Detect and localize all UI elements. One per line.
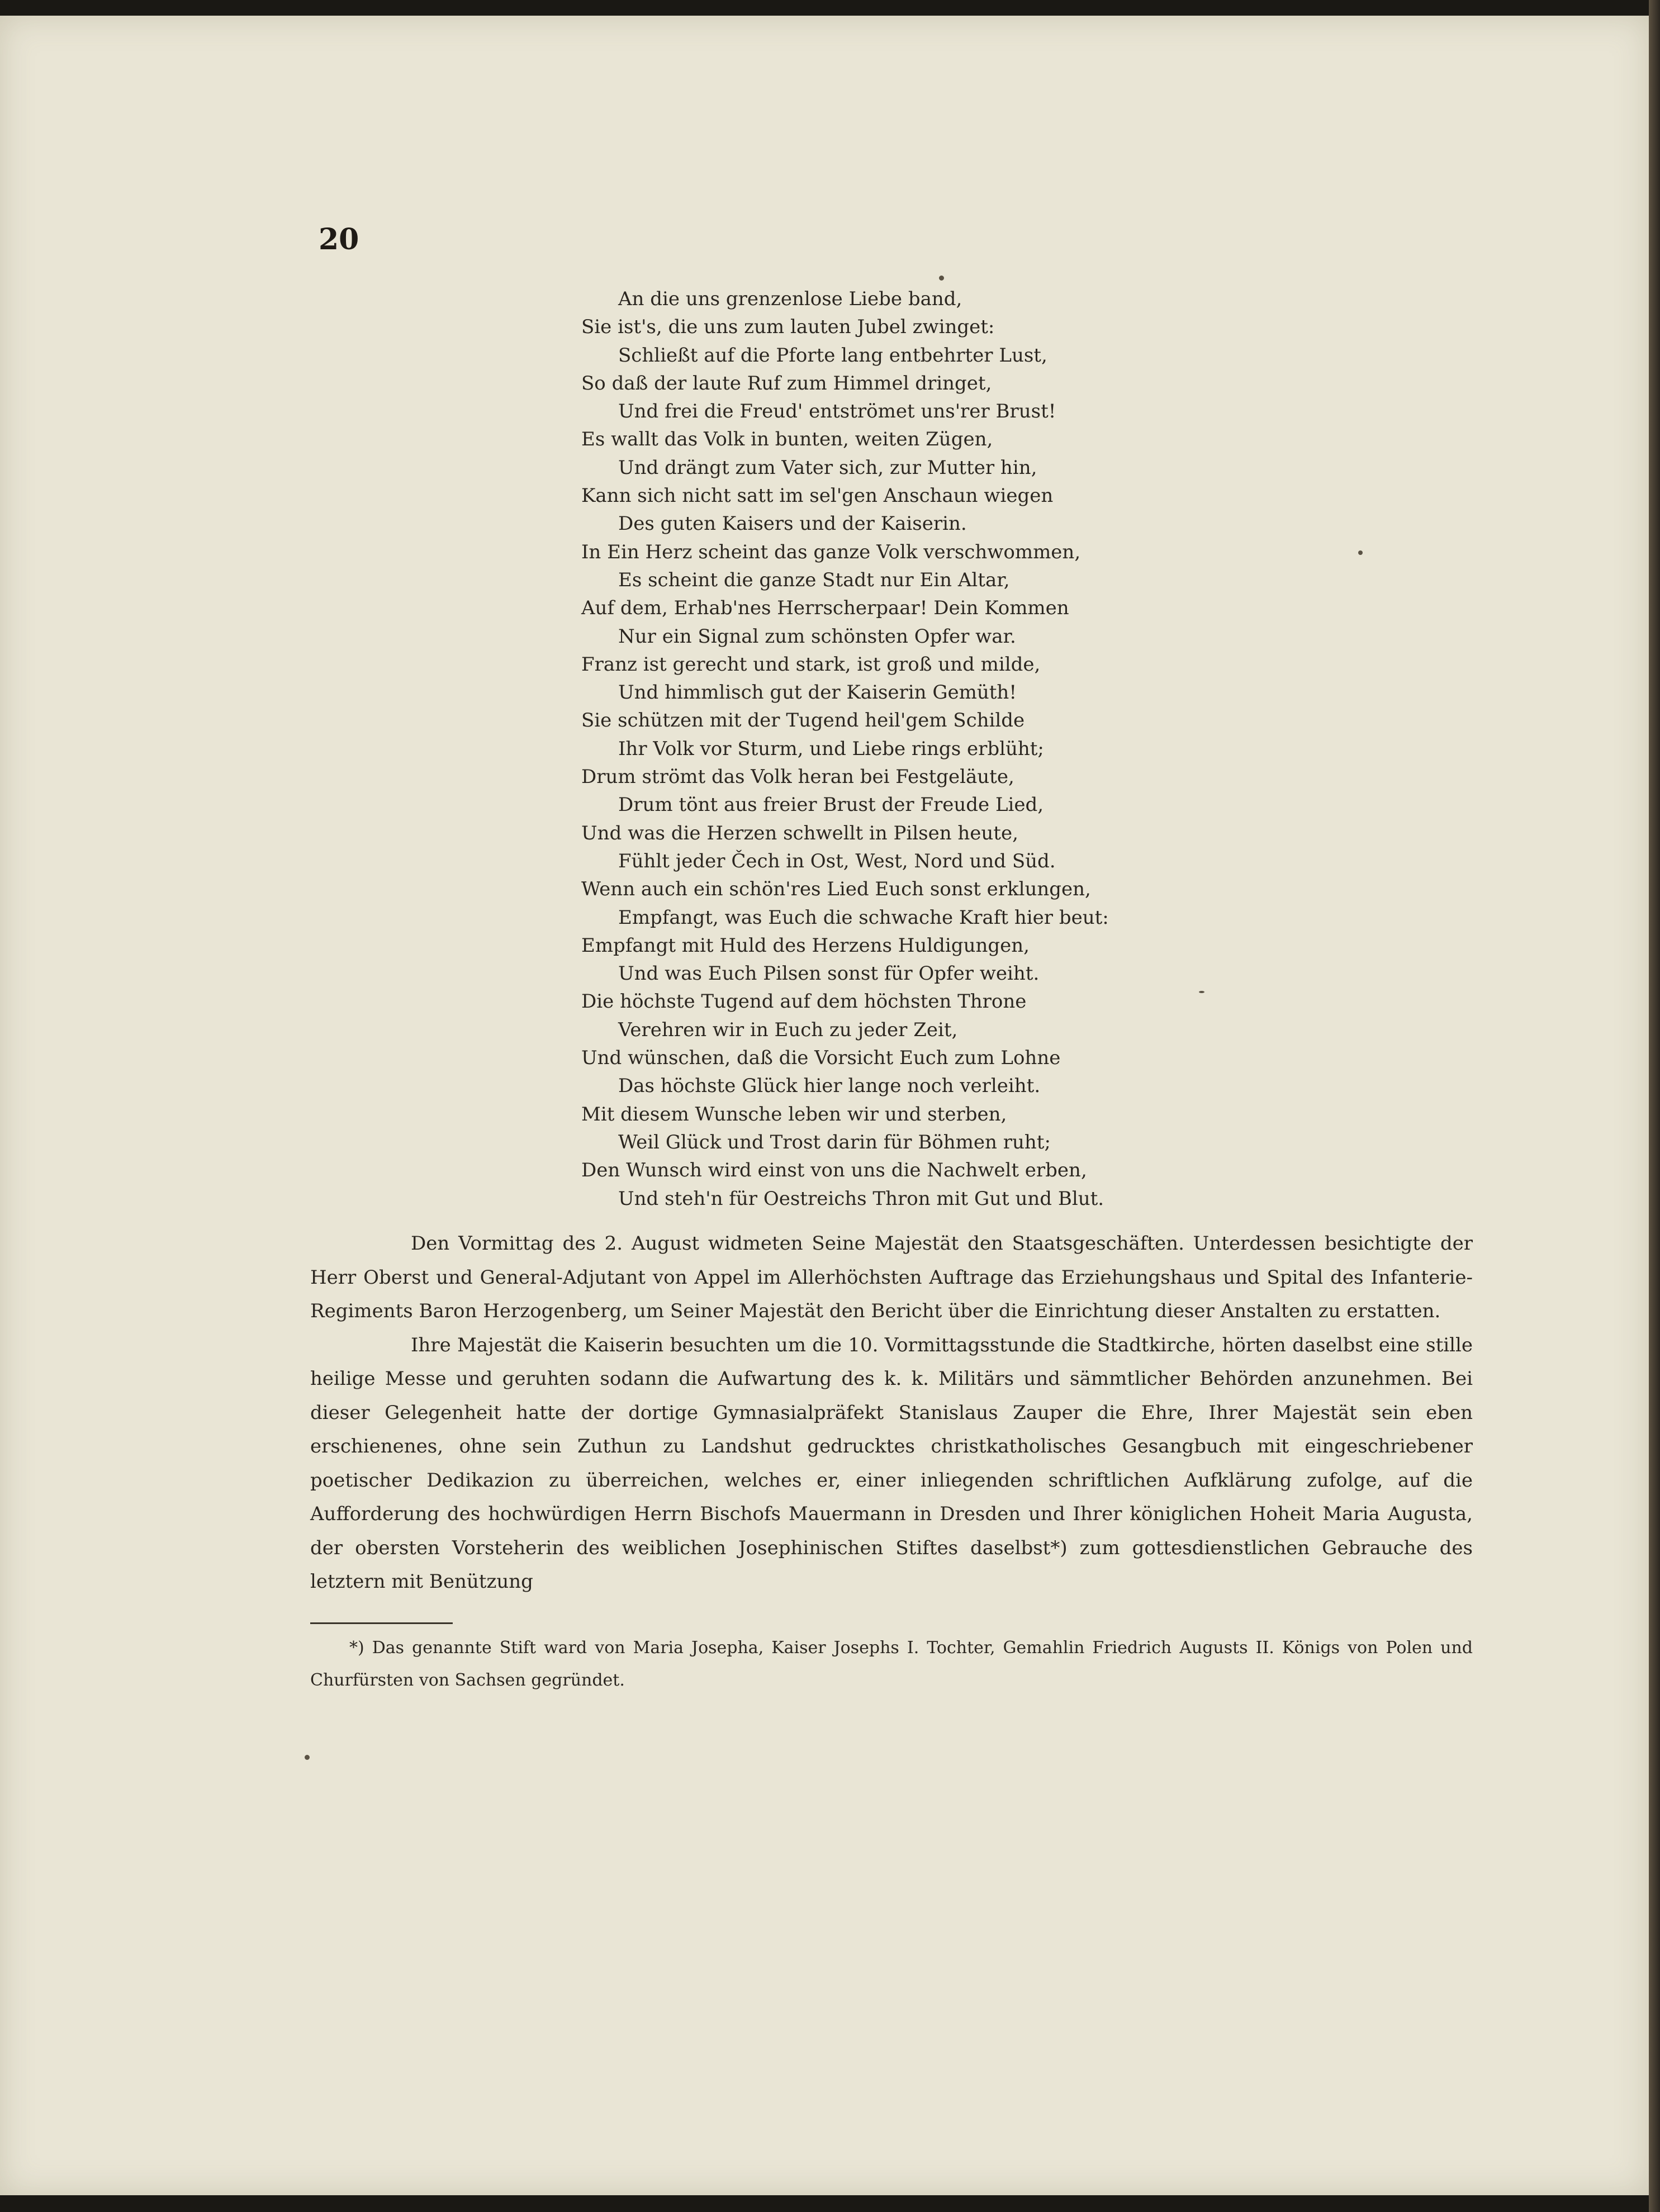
poem-line: Es scheint die ganze Stadt nur Ein Altar,	[618, 568, 1010, 591]
prose-body	[310, 1227, 1473, 1599]
poem-line: Wenn auch ein schön'res Lied Euch sonst erklungen,	[581, 878, 1091, 901]
poem-line: Sie ist's, die uns zum lauten Jubel zwinget:	[581, 316, 995, 339]
poem-line: Und wünschen, daß die Vorsicht Euch zum Lohne	[581, 1047, 1061, 1070]
poem-line: Drum strömt das Volk heran bei Festgeläute,	[581, 766, 1014, 789]
poem-line: Das höchste Glück hier lange noch verleiht.	[618, 1075, 1041, 1098]
poem-line: In Ein Herz scheint das ganze Volk verschwommen,	[581, 540, 1081, 563]
poem-line: Empfangt, was Euch die schwache Kraft hier beut:	[618, 906, 1109, 929]
poem-line: Den Wunsch wird einst von uns die Nachwelt erben,	[581, 1159, 1087, 1182]
poem-line: Weil Glück und Trost darin für Böhmen ruht;	[618, 1131, 1051, 1154]
page-edge	[1649, 0, 1660, 2212]
poem-line: Auf dem, Erhab'nes Herrscherpaar! Dein Kommen	[581, 597, 1069, 620]
poem-line: Und drängt zum Vater sich, zur Mutter hin,	[618, 456, 1037, 479]
poem	[581, 285, 1235, 1213]
page-number: 20	[319, 222, 359, 257]
poem-line: Die höchste Tugend auf dem höchsten Throne	[581, 990, 1027, 1013]
poem-line: Franz ist gerecht und stark, ist groß und milde,	[581, 653, 1041, 676]
paragraph: Ihre Majestät die Kaiserin besuchten um die 10. Vormittagsstunde die Stadtkirche, hörten daselbst eine stille heilige Messe und geruhten sodann die Aufwartung des k. k. Militärs und sämmtlicher Behörden anzunehmen. Bei dieser Gelegenheit hatte der dortige Gymnasialpräfekt Stanislaus Zauper die Ehre, Ihrer Majestät sein eben erschienenes, ohne sein Zuthun zu Landshut gedrucktes christkatholisches Gesangbuch mit eingeschriebener poetischer Dedikazion zu überreichen, welches er, einer inliegenden schriftlichen Aufklärung zufolge, auf die Aufforderung des hochwürdigen Herrn Bischofs Mauermann in Dresden und Ihrer königlichen Hoheit Maria Augusta, der obersten Vorsteherin des weiblichen Josephinischen Stiftes daselbst*) zum gottesdienstlichen Gebrauche des letztern mit Benützung	[310, 1333, 1473, 1593]
poem-line: Drum tönt aus freier Brust der Freude Lied,	[618, 794, 1044, 817]
poem-line: Sie schützen mit der Tugend heil'gem Schilde	[581, 709, 1025, 732]
poem-line: Empfangt mit Huld des Herzens Huldigungen,	[581, 934, 1030, 957]
ink-speck	[1358, 550, 1363, 555]
ink-speck	[939, 276, 944, 281]
poem-line: Und was Euch Pilsen sonst für Opfer weiht.	[618, 962, 1040, 985]
poem-line: Und himmlisch gut der Kaiserin Gemüth!	[618, 681, 1017, 704]
poem-line: Fühlt jeder Čech in Ost, West, Nord und Süd.	[618, 849, 1056, 872]
poem-line: Und was die Herzen schwellt in Pilsen heute,	[581, 822, 1018, 844]
footnote-rule	[310, 1622, 453, 1624]
poem-line: Nur ein Signal zum schönsten Opfer war.	[618, 625, 1016, 648]
poem-line: Ihr Volk vor Sturm, und Liebe rings erblüht;	[618, 737, 1044, 760]
poem-line: Und frei die Freud' entströmet uns'rer Brust!	[618, 400, 1056, 423]
poem-line: Kann sich nicht satt im sel'gen Anschaun wiegen	[581, 485, 1054, 507]
poem-line: An die uns grenzenlose Liebe band,	[618, 288, 962, 310]
poem-line: Des guten Kaisers und der Kaiserin.	[618, 512, 967, 535]
poem-line: Es wallt das Volk in bunten, weiten Zügen,	[581, 428, 993, 451]
ink-speck	[305, 1755, 310, 1760]
poem-line: Verehren wir in Euch zu jeder Zeit,	[618, 1018, 958, 1041]
poem-line: Und steh'n für Oestreichs Thron mit Gut und Blut.	[618, 1187, 1104, 1210]
poem-line: Mit diesem Wunsche leben wir und sterben,	[581, 1103, 1007, 1126]
poem-line: Schließt auf die Pforte lang entbehrter Lust,	[618, 344, 1047, 367]
paragraph: Den Vormittag des 2. August widmeten Seine Majestät den Staatsgeschäften. Unterdessen besichtigte der Herr Oberst und General-Adjutant von Appel im Allerhöchsten Auftrage das Erziehungshaus und Spital des Infanterie-Regiments Baron Herzogenberg, um Seiner Majestät den Bericht über die Einrichtung dieser Anstalten zu erstatten.	[310, 1232, 1473, 1322]
footnote: *) Das genannte Stift ward von Maria Josepha, Kaiser Josephs I. Tochter, Gemahlin Friedrich Augusts II. Königs von Polen und Churfürsten von Sachsen gegründet.	[310, 1638, 1473, 1690]
poem-line: So daß der laute Ruf zum Himmel dringet,	[581, 372, 992, 395]
